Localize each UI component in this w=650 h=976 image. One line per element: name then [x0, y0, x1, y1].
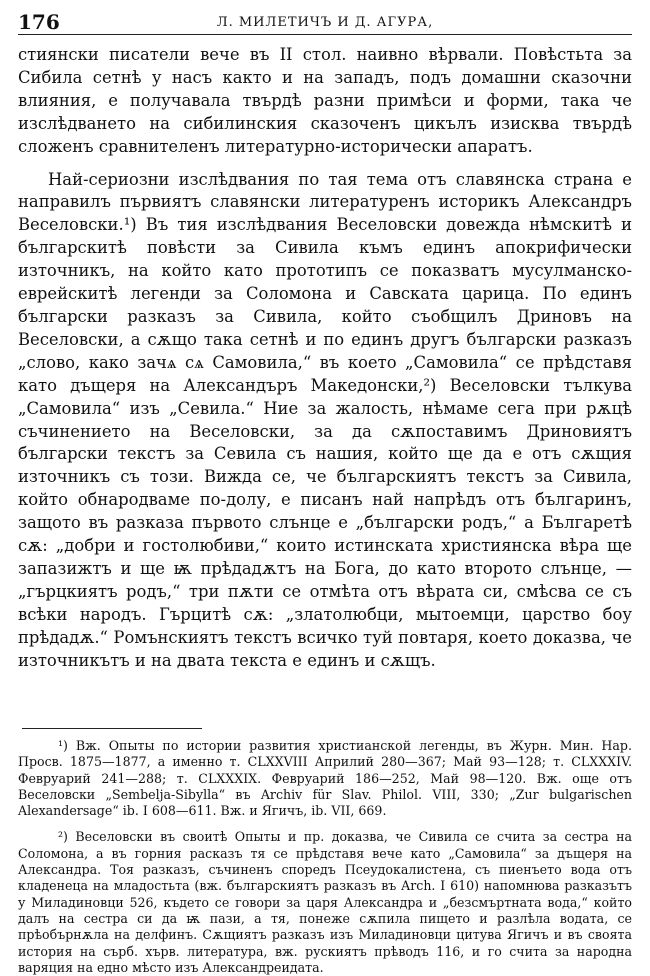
- footnotes: [18, 738, 632, 976]
- footnote-1: ¹) Вж. Опыты по истории развития христианской легенды, въ Журн. Мин. Нар. Просв. 1875—1877, а именно т. CLXXVIII Априлий 280—367; Май 93—128; т. CLXXXIV. Февруарий 241—288; т. CLXXXIX. Февруарий 186—252, Май 98—120. Вж. още отъ Веселовски „Sembelja-Sibylla“ въ Archiv für Slav. Philol. VIII, 330; „Zur bulgarischen Alexandersage“ ib. I 608—611. Вж. и Ягичъ, ib. VII, 669.: [18, 738, 632, 819]
- footnote-2: ²) Веселовски въ своитѣ Опыты и пр. доказва, че Сивила се счита за сестра на Соломона, а въ горния расказъ тя се прѣдставя вече като „Самовила“ за дъщеря на Александра. Тоя разказъ, съчиненъ споредъ Псеудокалистена, съ пиенъето вода отъ кладенеца на младостьта (вж. българскиятъ разказъ въ Arch. I 610) напомнюва разказътъ у Миладиновци 526, където се говори за царя Александра и „безсмъртната вода,“ който далъ на сестра си да ѭ пази, а тя, понеже сѫпила пището и разлѣла водата, се прѣобърнѫла на делфинъ. Сѫщиятъ разказъ изъ Миладиновци цитува Ягичъ и въ своята история на сърб. хърв. литература, вж. рускиятъ прѣводъ 116, и го счита за народна варяция на едно мѣсто изъ Александреидата.: [18, 829, 632, 975]
- paragraph: Най-сериозни изслѣдвания по тая тема отъ славянска страна е направилъ първиятъ славянски литературенъ историкъ Александръ Веселовски.¹) Въ тия изслѣдвания Веселовски довежда нѣмскитѣ и българскитѣ повѣсти за Сивила къмъ единъ апокрифически източникъ, на който като прототипъ се показватъ мусулманско-еврейскитѣ легенди за Соломона и Савската царица. По единъ български разказъ за Сивила, който съобщилъ Дриновъ на Веселовски, а сѫщо така сетнѣ и по единъ другъ български разказъ „слово, како зачѧ сѧ Самовила,“ въ което „Самовила“ се прѣдставя като дъщеря на Александъръ Македонски,²) Веселовски тълкува „Самовила“ изъ „Севила.“ Ние за жалость, нѣмаме сега при рѫцѣ съчинението на Веселовски, за да сѫпоставимъ Дриновиятъ български текстъ за Севила съ нашия, който ще да е отъ сѫщия източникъ съ този. Вижда се, че българскиятъ текстъ за Сивила, който обнародваме по-долу, е писанъ най напрѣдъ отъ българинъ, защото въ разказа първото слънце е „български родъ,“ а Българетѣ сѫ: „добри и гостолюбиви,“ които истинската християнска вѣра ще запазижтъ и ще ѭ прѣдадѫтъ на Бога, до като второто слънце, — „гърцкиятъ родъ,“ три пѫти се отмѣта отъ вѣрата си, смѣсва се съ всѣки народъ. Гърцитѣ сѫ: „златолюбци, мытоемци, царство боу прѣдадѫ.“ Ромънскиятъ текстъ всичко туй повтаря, което доказва, че източникътъ и на двата текста е единъ и сѫщъ.: [18, 169, 632, 670]
- page-number: 176: [18, 10, 60, 34]
- footnote-divider: [22, 728, 202, 729]
- running-title: Л. МИЛЕТИЧЪ И Д. АГУРА,: [216, 15, 434, 30]
- main-text: [18, 44, 632, 672]
- paragraph: стиянски писатели вече въ II стол. наивно вѣрвали. Повѣстьта за Сибила сетнѣ у насъ както и на западъ, подъ домашни сказочни влияния, е получавала твърдѣ разни примѣси и форми, така че изслѣдването на сибилинския сказоченъ цикълъ изисква твърдѣ сложенъ сравнителенъ литературно-исторически апаратъ.: [18, 45, 632, 156]
- page-header: [18, 8, 632, 35]
